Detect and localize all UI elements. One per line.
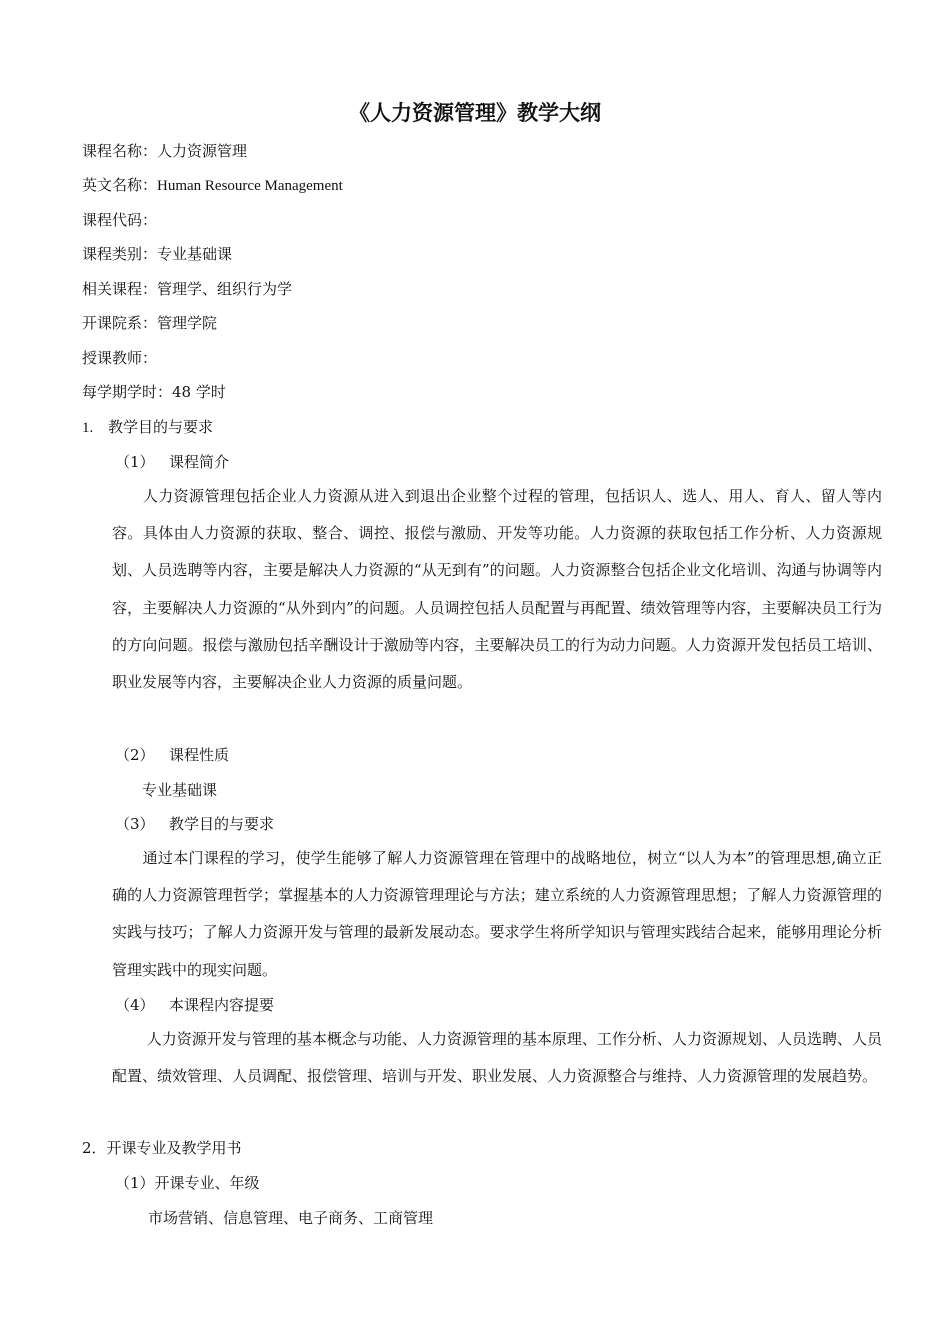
course-code: 课程代码：: [82, 211, 158, 229]
course-name: 课程名称：人力资源管理: [82, 142, 248, 160]
course-nature-text: 专业基础课: [142, 781, 218, 799]
subsection-1-4-heading: [115, 994, 274, 1016]
course-intro-paragraph: 人力资源管理包括企业人力资源从进入到退出企业整个过程的管理，包括识人、选人、用人、育人、留人等内容。具体由人力资源的获取、整合、调控、报偿与激励、开发等功能。人力资源的获取包括工作分析、人力资源规划、人员选聘等内容，主要是解决人力资源的“从无到有”的问题。人力资源整合包括企业文化培训、沟通与协调等内容，主要解决人力资源的“从外到内”的问题。人员调控包括人员配置与再配置、绩效管理等内容，主要解决员工行为的方向问题。报偿与激励包括辛酬设计于激励等内容，主要解决员工的行为动力问题。人力资源开发包括员工培训、职业发展等内容，主要解决企业人力资源的质量问题。: [112, 487, 882, 692]
subsection-2-1-heading: （1）开课专业、年级: [115, 1174, 260, 1192]
teacher: 授课教师：: [82, 349, 158, 367]
subsection-title: 本课程内容提要: [169, 996, 275, 1014]
english-name: [82, 174, 343, 197]
english-name-value: Human Resource Management: [157, 178, 343, 194]
subsection-1-2-heading: [115, 744, 229, 766]
section2-heading: 2．开课专业及教学用书: [82, 1139, 242, 1157]
department: 开课院系：管理学院: [82, 314, 218, 332]
document-title: 《人力资源管理》教学大纲: [349, 100, 601, 125]
english-name-label: 英文名称：: [82, 176, 158, 194]
section1-heading: [82, 416, 213, 439]
section1-number: 1.: [82, 420, 94, 436]
teaching-objectives-paragraph: 通过本门课程的学习，使学生能够了解人力资源管理在管理中的战略地位，树立“以人为本”的管理思想,确立正确的人力资源管理哲学；掌握基本的人力资源管理理论与方法；建立系统的人力资源管理思想；了解人力资源管理的实践与技巧；了解人力资源开发与管理的最新发展动态。要求学生将所学知识与管理实践结合起来，能够用理论分析管理实践中的现实问题。: [112, 849, 882, 979]
course-content-paragraph: 人力资源开发与管理的基本概念与功能、人力资源管理的基本原理、工作分析、人力资源规划、人员选聘、人员配置、绩效管理、人员调配、报偿管理、培训与开发、职业发展、人力资源整合与维持、人力资源管理的发展趋势。: [112, 1030, 882, 1086]
subsection-title: 课程简介: [169, 453, 230, 471]
majors-text: 市场营销、信息管理、电子商务、工商管理: [148, 1209, 434, 1227]
subsection-number: （1）: [115, 453, 155, 471]
course-type: 课程类别：专业基础课: [82, 245, 233, 263]
subsection-1-1-heading: [115, 451, 229, 473]
subsection-number: （3）: [115, 815, 155, 833]
subsection-number: （2）: [115, 746, 155, 764]
section1-title: 教学目的与要求: [108, 418, 214, 436]
subsection-title: 课程性质: [169, 746, 230, 764]
subsection-1-3-heading: [115, 813, 274, 835]
related-courses: 相关课程：管理学、组织行为学: [82, 280, 293, 298]
subsection-title: 教学目的与要求: [169, 815, 275, 833]
subsection-number: （4）: [115, 996, 155, 1014]
hours: 每学期学时：48 学时: [82, 383, 226, 401]
